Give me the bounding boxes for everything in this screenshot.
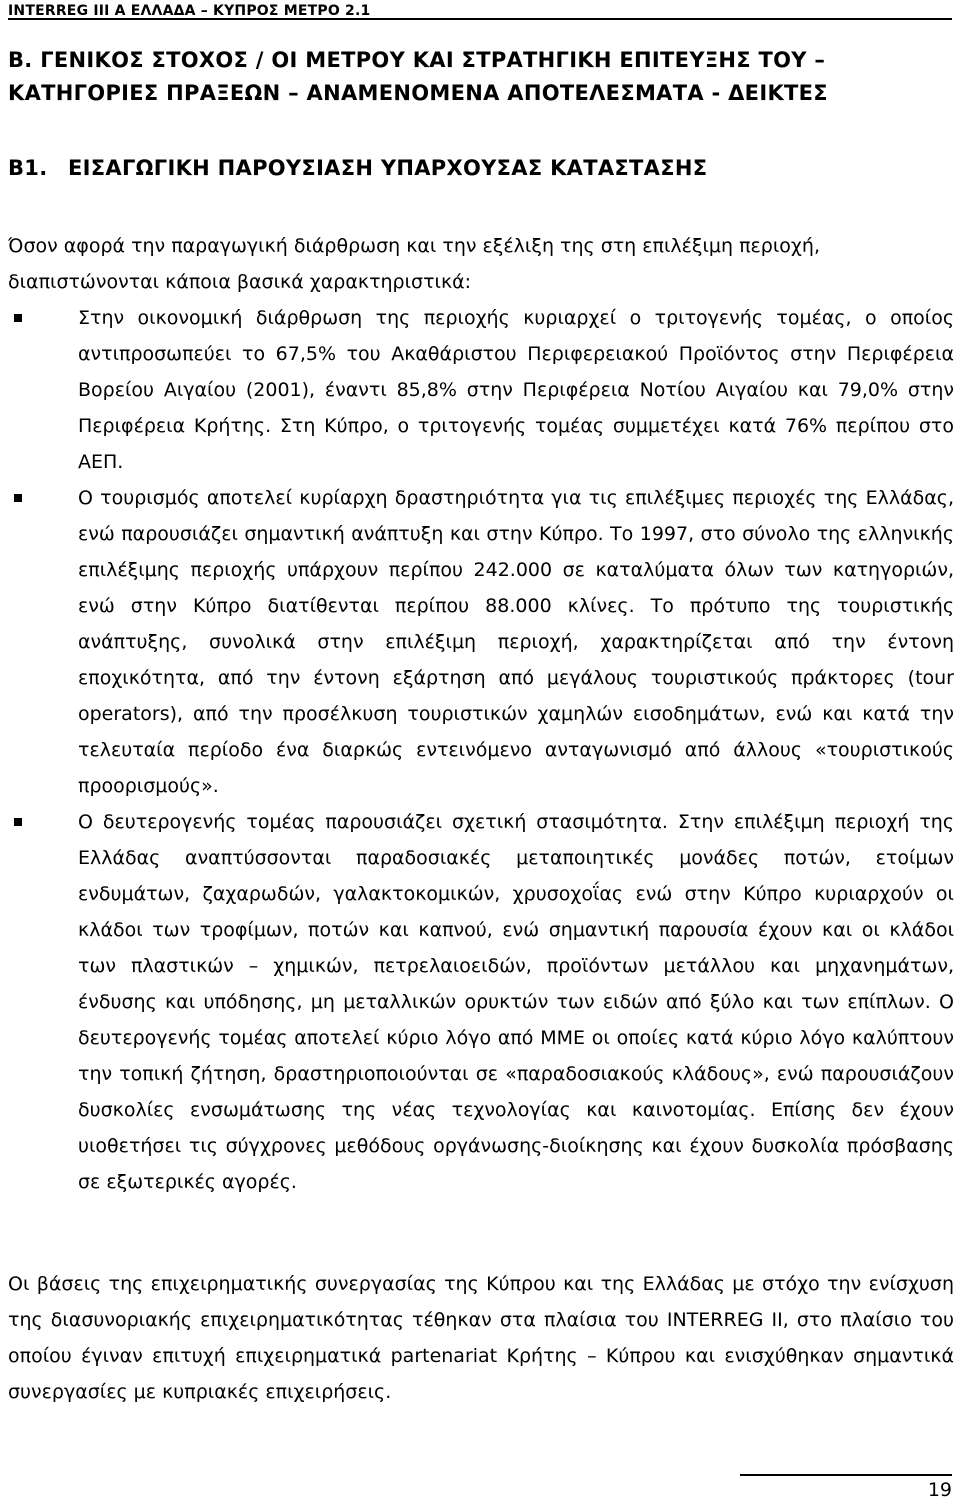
list-item [8,480,954,804]
square-bullet-icon [14,314,22,322]
page-header [8,0,952,20]
subsection-number: B1. [8,156,48,180]
subsection-title-text: ΕΙΣΑΓΩΓΙΚΗ ΠΑΡΟΥΣΙΑΣΗ ΥΠΑΡΧΟΥΣΑΣ ΚΑΤΑΣΤΑΣΗΣ [68,156,708,180]
header-text: INTERREG III A ΕΛΛΑΔΑ – ΚΥΠΡΟΣ ΜΕΤΡΟ 2.1 [8,3,371,19]
square-bullet-icon [14,494,22,502]
bullet-text: Ο τουρισμός αποτελεί κυρίαρχη δραστηριότητα για τις επιλέξιμες περιοχές της Ελλάδας, ενώ παρουσιάζει σημαντική ανάπτυξη και στην Κύπρο. Το 1997, στο σύνολο της ελληνικής επιλέξιμης περιοχής υπάρχουν περίπου 242.000 σε καταλύματα όλων των κατηγοριών, ενώ στην Κύπρο διατίθενται περίπου 88.000 κλίνες. Το πρότυπο της τουριστικής ανάπτυξης, συνολικά στην επιλέξιμη περιοχή, χαρακτηρίζεται από την έντονη εποχικότητα, από την έντονη εξάρτηση από μεγάλους τουριστικούς πράκτορες (tour operators), από την προσέλκυση τουριστικών χαμηλών εισοδημάτων, ενώ και κατά την τελευταία περίοδο ένα διαρκώς εντεινόμενο ανταγωνισμό από άλλους «τουριστικούς προορισμούς». [78,487,954,797]
bullet-text: Ο δευτερογενής τομέας παρουσιάζει σχετική στασιμότητα. Στην επιλέξιμη περιοχή της Ελλάδας αναπτύσσονται παραδοσιακές μεταποιητικές μονάδες ποτών, ετοίμων ενδυμάτων, ζαχαρωδών, γαλακτοκομικών, χρυσοχοΐας ενώ στην Κύπρο κυριαρχούν οι κλάδοι των τροφίμων, ποτών και καπνού, ενώ σημαντική παρουσία έχουν και οι κλάδοι των πλαστικών – χημικών, πετρελαιοειδών, προϊόντων μετάλλου και μηχανημάτων, ένδυσης και υπόδησης, μη μεταλλικών ορυκτών των ειδών από ξύλο και των επίπλων. Ο δευτερογενής τομέας αποτελεί κύριο λόγο από ΜΜΕ οι οποίες κατά κύριο λόγο καλύπτουν την τοπική ζήτηση, δραστηριοποιούνται σε «παραδοσιακούς κλάδους», ενώ παρουσιάζουν δυσκολίες ενσωμάτωσης της νέας τεχνολογίας και καινοτομίας. Επίσης δεν έχουν υιοθετήσει τις σύγχρονες μεθόδους οργάνωσης-διοίκησης και έχουν δυσκολία πρόσβασης σε εξωτερικές αγορές. [78,811,954,1193]
closing-paragraph: Οι βάσεις της επιχειρηματικής συνεργασίας της Κύπρου και της Ελλάδας με στόχο την ενίσχυση της διασυνοριακής επιχειρηματικότητας τέθηκαν στα πλαίσια του INTERREG II, στο πλαίσιο του οποίου έγιναν επιτυχή επιχειρηματικά partenariat Κρήτης – Κύπρου και ενισχύθηκαν σημαντικά συνεργασίες με κυπριακές επιχειρήσεις. [8,1273,954,1403]
bullet-text: Στην οικονομική διάρθρωση της περιοχής κυριαρχεί ο τριτογενής τομέας, ο οποίος αντιπροσωπεύει το 67,5% του Ακαθάριστου Περιφερειακού Προϊόντος στην Περιφέρεια Βορείου Αιγαίου (2001), έναντι 85,8% στην Περιφέρεια Νοτίου Αιγαίου και 79,0% στην Περιφέρεια Κρήτης. Στη Κύπρο, ο τριτογενής τομέας συμμετέχει κατά 76% περίπου στο ΑΕΠ. [78,307,954,473]
list-item [8,804,954,1200]
footer-rule [740,1474,952,1476]
bullet-list [8,300,954,1200]
page-number: 19 [927,1479,952,1501]
list-item [8,300,954,480]
intro-paragraph: Όσον αφορά την παραγωγική διάρθρωση και την εξέλιξη της στη επιλέξιμη περιοχή, διαπιστώνονται κάποια βασικά χαρακτηριστικά: [8,235,820,293]
square-bullet-icon [14,818,22,826]
section-title: B. ΓΕΝΙΚΟΣ ΣΤΟΧΟΣ / ΟΙ ΜΕΤΡΟΥ ΚΑΙ ΣΤΡΑΤΗΓΙΚΗ ΕΠΙΤΕΥΞΗΣ ΤΟΥ – ΚΑΤΗΓΟΡΙΕΣ ΠΡΑΞΕΩΝ – ΑΝΑΜΕΝΟΜΕΝΑ ΑΠΟΤΕΛΕΣΜΑΤΑ - ΔΕΙΚΤΕΣ [8,48,828,105]
subsection-title [8,152,952,185]
